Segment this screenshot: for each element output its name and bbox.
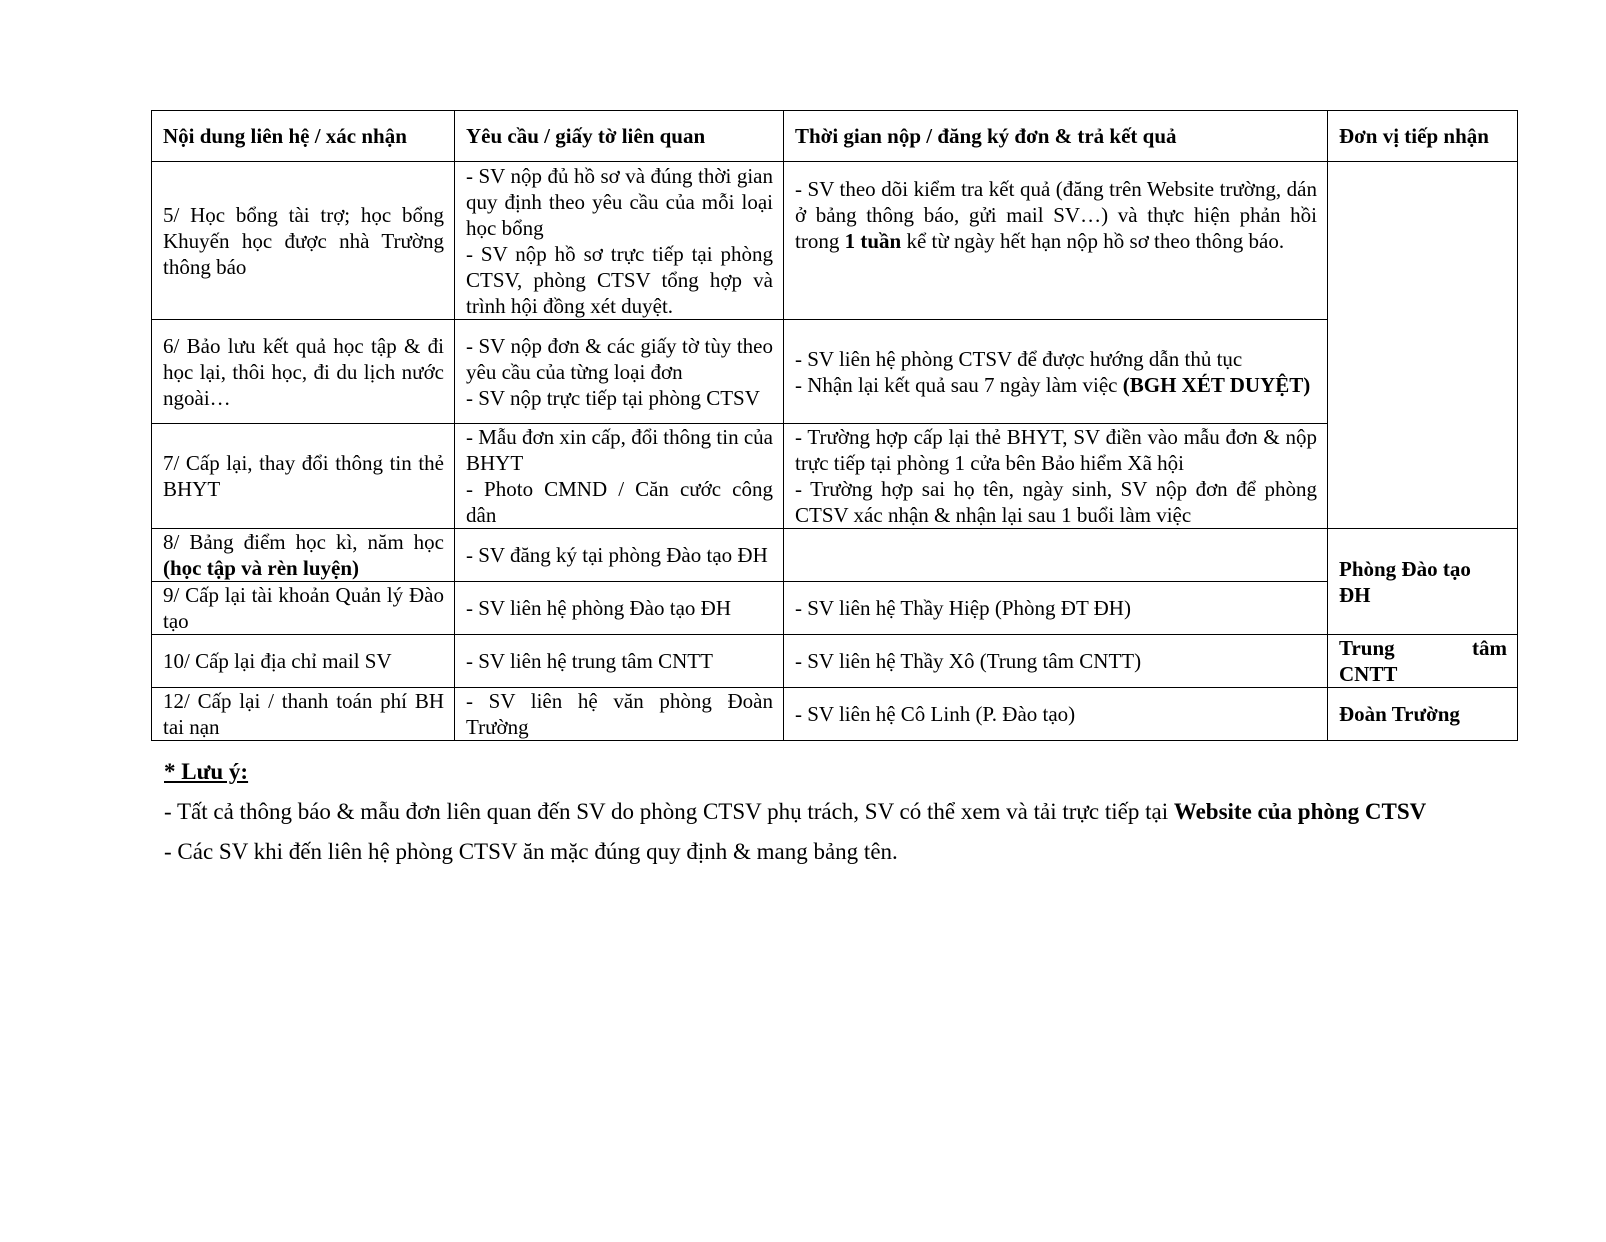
row-requirements: - SV liên hệ phòng Đào tạo ĐH [455, 582, 784, 635]
header-unit: Đơn vị tiếp nhận [1328, 111, 1518, 162]
website-emphasis: Website của phòng CTSV [1173, 799, 1427, 824]
requirement-line: - SV nộp đơn & các giấy tờ tùy theo yêu cầu của từng loại đơn [466, 333, 773, 384]
row-time: - SV liên hệ Thầy Hiệp (Phòng ĐT ĐH) [784, 582, 1328, 635]
note-line: - Các SV khi đến liên hệ phòng CTSV ăn mặc đúng quy định & mang bảng tên. [164, 839, 898, 864]
requirement-line: - SV nộp hồ sơ trực tiếp tại phòng CTSV, phòng CTSV tổng hợp và trình hội đồng xét duyệt. [466, 241, 773, 318]
row-content: 5/ Học bổng tài trợ; học bổng Khuyến học được nhà Trường thông báo [152, 162, 455, 320]
row-time: - Trường hợp cấp lại thẻ BHYT, SV điền vào mẫu đơn & nộp trực tiếp tại phòng 1 cửa bên Bảo hiểm Xã hội - Trường hợp sai họ tên, ngày sinh, SV nộp đơn để phòng CTSV xác nhận & nhận lại sau 1 buổi làm việc [784, 424, 1328, 529]
row-requirements: - SV liên hệ trung tâm CNTT [455, 635, 784, 688]
row-unit-empty [1328, 162, 1518, 529]
table-row [152, 688, 1518, 741]
unit-cntt: Trung tâm CNTT [1328, 635, 1518, 688]
row-content: 6/ Bảo lưu kết quả học tập & đi học lại, thôi học, đi du lịch nước ngoài… [152, 320, 455, 424]
row-content: 12/ Cấp lại / thanh toán phí BH tai nạn [152, 688, 455, 741]
row-time: - SV liên hệ phòng CTSV để được hướng dẫn thủ tục - Nhận lại kết quả sau 7 ngày làm việc (BGH XÉT DUYỆT) [784, 320, 1328, 424]
table-row [152, 424, 1518, 529]
unit-doan: Đoàn Trường [1328, 688, 1518, 741]
unit-daotao: Phòng Đào tạo ĐH [1328, 529, 1518, 635]
row-requirements [455, 162, 784, 320]
row-content: 8/ Bảng điểm học kì, năm học (học tập và rèn luyện) [152, 529, 455, 582]
row-content: 10/ Cấp lại địa chỉ mail SV [152, 635, 455, 688]
header-requirements: Yêu cầu / giấy tờ liên quan [455, 111, 784, 162]
row-time: - SV theo dõi kiểm tra kết quả (đăng trên Website trường, dán ở bảng thông báo, gửi mail SV…) và thực hiện phản hồi trong 1 tuần kể từ ngày hết hạn nộp hồ sơ theo thông báo. [784, 162, 1328, 320]
table-header-row [152, 111, 1518, 162]
table-row [152, 320, 1518, 424]
row-time [784, 529, 1328, 582]
row-time: - SV liên hệ Cô Linh (P. Đào tạo) [784, 688, 1328, 741]
row-time: - SV liên hệ Thầy Xô (Trung tâm CNTT) [784, 635, 1328, 688]
row-content: 9/ Cấp lại tài khoản Quản lý Đào tạo [152, 582, 455, 635]
deadline-emphasis: 1 tuần [844, 229, 902, 253]
row-content: 7/ Cấp lại, thay đổi thông tin thẻ BHYT [152, 424, 455, 529]
contact-table [151, 110, 1518, 741]
header-content: Nội dung liên hệ / xác nhận [152, 111, 455, 162]
table-row [152, 529, 1518, 582]
table-row [152, 635, 1518, 688]
requirement-line: - SV nộp đủ hồ sơ và đúng thời gian quy định theo yêu cầu của mỗi loại học bổng [466, 163, 773, 240]
approval-emphasis: (BGH XÉT DUYỆT) [1122, 372, 1311, 397]
note-line: - Tất cả thông báo & mẫu đơn liên quan đến SV do phòng CTSV phụ trách, SV có thể xem và tải trực tiếp tại Website của phòng CTSV [164, 799, 1427, 824]
table-row [152, 582, 1518, 635]
table-row [152, 162, 1518, 320]
requirement-line: - Photo CMND / Căn cước công dân [466, 477, 773, 527]
row-requirements [455, 320, 784, 424]
notes-title: * Lưu ý: [164, 759, 249, 784]
notes-section [164, 758, 1508, 878]
header-time: Thời gian nộp / đăng ký đơn & trả kết quả [784, 111, 1328, 162]
row-requirements: - SV liên hệ văn phòng Đoàn Trường [455, 688, 784, 741]
row-requirements [455, 424, 784, 529]
requirement-line: - Mẫu đơn xin cấp, đổi thông tin của BHYT [466, 425, 773, 475]
requirement-line: - SV nộp trực tiếp tại phòng CTSV [466, 385, 760, 410]
row-requirements: - SV đăng ký tại phòng Đào tạo ĐH [455, 529, 784, 582]
